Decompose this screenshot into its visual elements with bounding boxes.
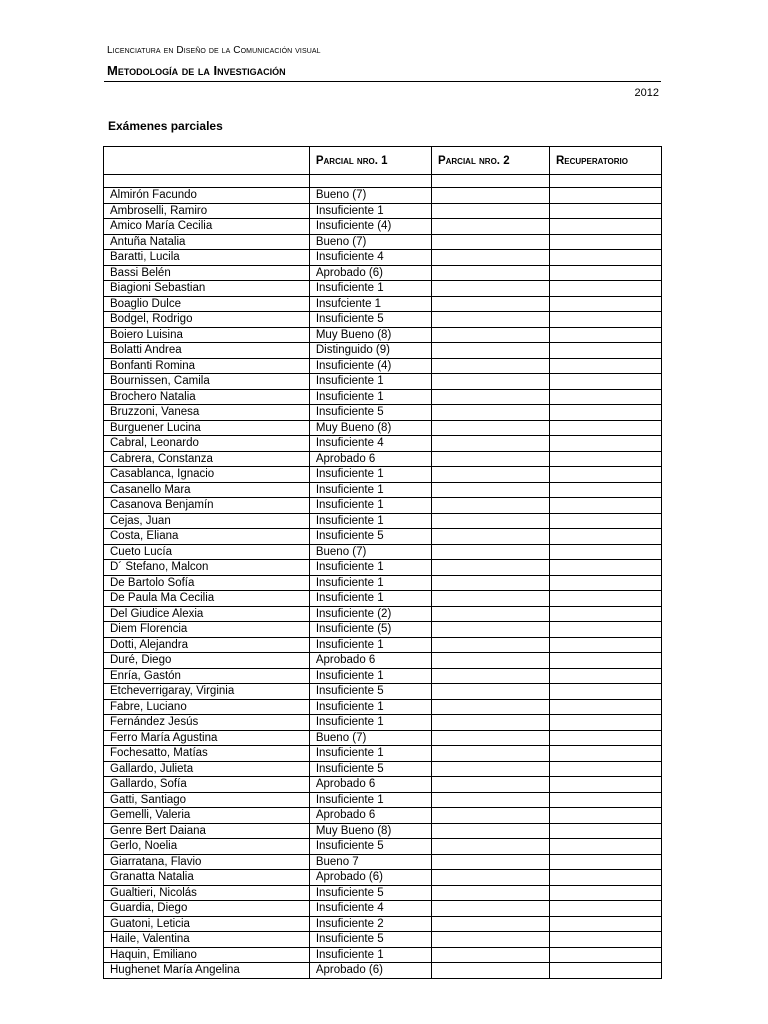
recuperatorio-cell	[549, 327, 661, 343]
table-row	[104, 451, 662, 467]
student-name-cell: Brochero Natalia	[104, 389, 310, 405]
table-row	[104, 436, 662, 452]
student-name-cell: Genre Bert Daiana	[104, 823, 310, 839]
parcial-2-cell	[431, 761, 549, 777]
student-name-cell: Gallardo, Sofía	[104, 777, 310, 793]
parcial-2-cell	[431, 606, 549, 622]
parcial-1-cell: Insuficiente 5	[309, 932, 431, 948]
parcial-2-cell	[431, 467, 549, 483]
table-row	[104, 947, 662, 963]
student-name-cell: De Bartolo Sofía	[104, 575, 310, 591]
table-row	[104, 653, 662, 669]
recuperatorio-cell	[549, 839, 661, 855]
table-row	[104, 932, 662, 948]
parcial-2-cell	[431, 343, 549, 359]
recuperatorio-cell	[549, 854, 661, 870]
recuperatorio-cell	[549, 606, 661, 622]
parcial-1-cell: Aprobado (6)	[309, 265, 431, 281]
recuperatorio-cell	[549, 668, 661, 684]
recuperatorio-cell	[549, 777, 661, 793]
parcial-2-cell	[431, 622, 549, 638]
recuperatorio-cell	[549, 560, 661, 576]
recuperatorio-cell	[549, 947, 661, 963]
table-row	[104, 529, 662, 545]
grades-table-body	[104, 175, 662, 979]
recuperatorio-cell	[549, 436, 661, 452]
student-name-cell: Bournissen, Camila	[104, 374, 310, 390]
recuperatorio-cell	[549, 296, 661, 312]
recuperatorio-cell	[549, 482, 661, 498]
student-name-cell: Casanello Mara	[104, 482, 310, 498]
recuperatorio-cell	[549, 870, 661, 886]
student-name-cell: Gualtieri, Nicolás	[104, 885, 310, 901]
recuperatorio-cell	[549, 250, 661, 266]
recuperatorio-cell	[549, 544, 661, 560]
parcial-1-cell: Insuficiente (2)	[309, 606, 431, 622]
parcial-2-cell	[431, 947, 549, 963]
parcial-2-cell	[431, 823, 549, 839]
parcial-2-cell	[431, 188, 549, 204]
recuperatorio-cell	[549, 622, 661, 638]
parcial-1-cell: Insuficiente 5	[309, 405, 431, 421]
table-header-row	[104, 147, 662, 175]
table-row	[104, 730, 662, 746]
parcial-1-cell: Insuficiente 1	[309, 575, 431, 591]
table-row	[104, 792, 662, 808]
parcial-1-cell: Insuficiente 2	[309, 916, 431, 932]
parcial-1-cell: Insuficiente 1	[309, 513, 431, 529]
header-divider	[104, 81, 661, 82]
table-row	[104, 312, 662, 328]
recuperatorio-cell	[549, 746, 661, 762]
student-name-cell: Giarratana, Flavio	[104, 854, 310, 870]
parcial-2-cell	[431, 746, 549, 762]
student-name-cell: Bonfanti Romina	[104, 358, 310, 374]
recuperatorio-cell	[549, 699, 661, 715]
parcial-1-cell: Insuficiente 5	[309, 529, 431, 545]
student-name-cell: De Paula Ma Cecilia	[104, 591, 310, 607]
student-name-cell: Casablanca, Ignacio	[104, 467, 310, 483]
parcial-2-cell	[431, 575, 549, 591]
student-name-cell: Cabrera, Constanza	[104, 451, 310, 467]
recuperatorio-cell	[549, 575, 661, 591]
parcial-1-cell: Aprobado 6	[309, 808, 431, 824]
recuperatorio-cell	[549, 374, 661, 390]
parcial-1-cell: Aprobado (6)	[309, 870, 431, 886]
student-name-cell: Burguener Lucina	[104, 420, 310, 436]
parcial-2-cell	[431, 451, 549, 467]
student-name-cell: Gemelli, Valeria	[104, 808, 310, 824]
student-name-cell: Fernández Jesús	[104, 715, 310, 731]
table-row	[104, 405, 662, 421]
parcial-2-cell	[431, 560, 549, 576]
parcial-1-cell: Muy Bueno (8)	[309, 327, 431, 343]
recuperatorio-cell	[549, 312, 661, 328]
student-name-cell: Casanova Benjamín	[104, 498, 310, 514]
recuperatorio-cell	[549, 591, 661, 607]
parcial-1-cell: Insuficiente 1	[309, 668, 431, 684]
parcial-1-cell: Insuficiente (4)	[309, 219, 431, 235]
parcial-1-cell: Bueno (7)	[309, 188, 431, 204]
parcial-1-cell: Insuficiente 1	[309, 203, 431, 219]
parcial-2-cell	[431, 420, 549, 436]
parcial-2-cell	[431, 591, 549, 607]
recuperatorio-cell	[549, 358, 661, 374]
student-name-cell: Gallardo, Julieta	[104, 761, 310, 777]
parcial-2-cell	[431, 327, 549, 343]
recuperatorio-cell	[549, 281, 661, 297]
recuperatorio-cell	[549, 265, 661, 281]
student-name-cell: D´ Stefano, Malcon	[104, 560, 310, 576]
table-row	[104, 761, 662, 777]
recuperatorio-cell	[549, 653, 661, 669]
recuperatorio-cell	[549, 901, 661, 917]
table-row	[104, 389, 662, 405]
student-name-cell: Gerlo, Noelia	[104, 839, 310, 855]
recuperatorio-cell	[549, 529, 661, 545]
student-name-cell: Bolatti Andrea	[104, 343, 310, 359]
parcial-2-cell	[431, 358, 549, 374]
table-row	[104, 296, 662, 312]
parcial-2-cell	[431, 296, 549, 312]
parcial-2-cell	[431, 529, 549, 545]
recuperatorio-cell	[549, 389, 661, 405]
table-row	[104, 265, 662, 281]
table-row	[104, 560, 662, 576]
parcial-1-cell: Aprobado (6)	[309, 963, 431, 979]
table-row	[104, 219, 662, 235]
parcial-2-cell	[431, 792, 549, 808]
parcial-1-cell: Insuficiente 1	[309, 560, 431, 576]
parcial-1-cell: Insuficiente 1	[309, 498, 431, 514]
recuperatorio-cell	[549, 637, 661, 653]
parcial-2-cell	[431, 854, 549, 870]
parcial-2-cell	[431, 281, 549, 297]
grades-table	[103, 146, 662, 979]
parcial-2-cell	[431, 808, 549, 824]
parcial-2-cell	[431, 885, 549, 901]
table-row	[104, 699, 662, 715]
table-row	[104, 467, 662, 483]
parcial-1-cell: Insuficiente 1	[309, 792, 431, 808]
recuperatorio-cell	[549, 823, 661, 839]
table-row	[104, 374, 662, 390]
table-row	[104, 358, 662, 374]
recuperatorio-cell	[549, 730, 661, 746]
student-name-cell: Bodgel, Rodrigo	[104, 312, 310, 328]
parcial-1-cell: Insufciente 1	[309, 296, 431, 312]
recuperatorio-cell	[549, 885, 661, 901]
recuperatorio-cell	[549, 808, 661, 824]
table-row	[104, 513, 662, 529]
parcial-2-cell	[431, 637, 549, 653]
recuperatorio-cell	[549, 792, 661, 808]
table-row	[104, 885, 662, 901]
recuperatorio-cell	[549, 498, 661, 514]
parcial-1-cell: Bueno (7)	[309, 544, 431, 560]
recuperatorio-cell	[549, 188, 661, 204]
student-name-cell: Gatti, Santiago	[104, 792, 310, 808]
year-label: 2012	[634, 87, 659, 99]
student-name-cell: Bruzzoni, Vanesa	[104, 405, 310, 421]
table-row	[104, 622, 662, 638]
parcial-2-cell	[431, 498, 549, 514]
student-name-cell: Almirón Facundo	[104, 188, 310, 204]
student-name-cell: Guatoni, Leticia	[104, 916, 310, 932]
parcial-1-cell: Aprobado 6	[309, 777, 431, 793]
table-row	[104, 498, 662, 514]
table-row	[104, 250, 662, 266]
parcial-1-cell: Insuficiente 5	[309, 839, 431, 855]
table-row	[104, 234, 662, 250]
parcial-1-cell: Muy Bueno (8)	[309, 420, 431, 436]
parcial-1-cell: Insuficiente 5	[309, 885, 431, 901]
parcial-1-cell: Insuficiente 1	[309, 699, 431, 715]
recuperatorio-cell	[549, 963, 661, 979]
program-title: Licenciatura en Diseño de la Comunicación visual	[107, 45, 321, 56]
table-row	[104, 327, 662, 343]
column-header-recuperatorio: Recuperatorio	[549, 147, 661, 175]
parcial-2-cell	[431, 234, 549, 250]
student-name-cell: Cabral, Leonardo	[104, 436, 310, 452]
table-row	[104, 854, 662, 870]
table-row	[104, 343, 662, 359]
parcial-2-cell	[431, 699, 549, 715]
student-name-cell: Costa, Eliana	[104, 529, 310, 545]
table-row	[104, 870, 662, 886]
recuperatorio-cell	[549, 203, 661, 219]
parcial-2-cell	[431, 668, 549, 684]
student-name-cell: Antuña Natalia	[104, 234, 310, 250]
parcial-2-cell	[431, 265, 549, 281]
student-name-cell: Fochesatto, Matías	[104, 746, 310, 762]
parcial-2-cell	[431, 544, 549, 560]
table-row	[104, 777, 662, 793]
table-row	[104, 668, 662, 684]
parcial-2-cell	[431, 405, 549, 421]
table-row	[104, 591, 662, 607]
student-name-cell: Diem Florencia	[104, 622, 310, 638]
parcial-2-cell	[431, 839, 549, 855]
column-header-parcial-1: Parcial nro. 1	[309, 147, 431, 175]
parcial-1-cell: Insuficiente 1	[309, 467, 431, 483]
parcial-1-cell: Bueno (7)	[309, 730, 431, 746]
parcial-1-cell: Insuficiente 4	[309, 250, 431, 266]
parcial-2-cell	[431, 684, 549, 700]
parcial-2-cell	[431, 730, 549, 746]
table-row	[104, 281, 662, 297]
student-name-cell: Haile, Valentina	[104, 932, 310, 948]
recuperatorio-cell	[549, 513, 661, 529]
table-row	[104, 963, 662, 979]
student-name-cell: Ambroselli, Ramiro	[104, 203, 310, 219]
student-name-cell: Dotti, Alejandra	[104, 637, 310, 653]
student-name-cell: Boaglio Dulce	[104, 296, 310, 312]
parcial-2-cell	[431, 901, 549, 917]
parcial-1-cell: Bueno 7	[309, 854, 431, 870]
parcial-1-cell: Bueno (7)	[309, 234, 431, 250]
table-row	[104, 839, 662, 855]
parcial-1-cell: Insuficiente 1	[309, 482, 431, 498]
parcial-1-cell: Insuficiente 1	[309, 591, 431, 607]
student-name-cell: Fabre, Luciano	[104, 699, 310, 715]
recuperatorio-cell	[549, 761, 661, 777]
parcial-2-cell	[431, 389, 549, 405]
parcial-1-cell: Insuficiente 1	[309, 715, 431, 731]
parcial-2-cell	[431, 870, 549, 886]
recuperatorio-cell	[549, 932, 661, 948]
student-name-cell: Ferro María Agustina	[104, 730, 310, 746]
student-name-cell: Del Giudice Alexia	[104, 606, 310, 622]
student-name-cell: Cueto Lucía	[104, 544, 310, 560]
table-row	[104, 808, 662, 824]
parcial-2-cell	[431, 374, 549, 390]
recuperatorio-cell	[549, 420, 661, 436]
recuperatorio-cell	[549, 451, 661, 467]
parcial-1-cell: Insuficiente 1	[309, 947, 431, 963]
table-row	[104, 420, 662, 436]
parcial-2-cell	[431, 916, 549, 932]
parcial-1-cell: Insuficiente 5	[309, 761, 431, 777]
student-name-cell: Baratti, Lucila	[104, 250, 310, 266]
student-name-cell: Etcheverrigaray, Virginia	[104, 684, 310, 700]
parcial-2-cell	[431, 653, 549, 669]
parcial-1-cell: Insuficiente 4	[309, 436, 431, 452]
recuperatorio-cell	[549, 684, 661, 700]
recuperatorio-cell	[549, 715, 661, 731]
table-row	[104, 746, 662, 762]
student-name-cell: Cejas, Juan	[104, 513, 310, 529]
parcial-2-cell	[431, 482, 549, 498]
parcial-1-cell: Insuficiente 1	[309, 746, 431, 762]
parcial-1-cell: Insuficiente 1	[309, 637, 431, 653]
parcial-2-cell	[431, 715, 549, 731]
table-row	[104, 482, 662, 498]
recuperatorio-cell	[549, 234, 661, 250]
parcial-2-cell	[431, 219, 549, 235]
parcial-1-cell: Insuficiente (5)	[309, 622, 431, 638]
parcial-1-cell: Insuficiente 5	[309, 684, 431, 700]
student-name-cell: Enría, Gastón	[104, 668, 310, 684]
student-name-cell: Hughenet María Angelina	[104, 963, 310, 979]
section-title: Exámenes parciales	[108, 119, 223, 133]
student-name-cell: Biagioni Sebastian	[104, 281, 310, 297]
recuperatorio-cell	[549, 916, 661, 932]
parcial-2-cell	[431, 250, 549, 266]
table-row	[104, 188, 662, 204]
table-row	[104, 823, 662, 839]
parcial-2-cell	[431, 436, 549, 452]
parcial-1-cell: Insuficiente (4)	[309, 358, 431, 374]
recuperatorio-cell	[549, 405, 661, 421]
parcial-1-cell: Insuficiente 4	[309, 901, 431, 917]
parcial-1-cell: Muy Bueno (8)	[309, 823, 431, 839]
table-row	[104, 575, 662, 591]
student-name-cell: Duré, Diego	[104, 653, 310, 669]
table-row	[104, 901, 662, 917]
student-name-cell: Guardia, Diego	[104, 901, 310, 917]
parcial-2-cell	[431, 513, 549, 529]
parcial-1-cell: Distinguido (9)	[309, 343, 431, 359]
parcial-1-cell: Insuficiente 5	[309, 312, 431, 328]
table-row	[104, 637, 662, 653]
table-row	[104, 684, 662, 700]
student-name-cell: Bassi Belén	[104, 265, 310, 281]
parcial-1-cell: Aprobado 6	[309, 653, 431, 669]
student-name-cell: Haquin, Emiliano	[104, 947, 310, 963]
table-row	[104, 544, 662, 560]
recuperatorio-cell	[549, 343, 661, 359]
column-header-name	[104, 147, 310, 175]
parcial-1-cell: Insuficiente 1	[309, 281, 431, 297]
recuperatorio-cell	[549, 467, 661, 483]
parcial-2-cell	[431, 203, 549, 219]
student-name-cell: Granatta Natalia	[104, 870, 310, 886]
parcial-1-cell: Insuficiente 1	[309, 389, 431, 405]
recuperatorio-cell	[549, 219, 661, 235]
table-row	[104, 606, 662, 622]
student-name-cell: Amico María Cecilia	[104, 219, 310, 235]
student-name-cell: Boiero Luisina	[104, 327, 310, 343]
parcial-1-cell: Aprobado 6	[309, 451, 431, 467]
table-row	[104, 715, 662, 731]
parcial-2-cell	[431, 932, 549, 948]
parcial-1-cell: Insuficiente 1	[309, 374, 431, 390]
table-row	[104, 203, 662, 219]
course-title: Metodología de la Investigación	[107, 63, 286, 78]
table-spacer-row	[104, 175, 662, 188]
column-header-parcial-2: Parcial nro. 2	[431, 147, 549, 175]
parcial-2-cell	[431, 777, 549, 793]
table-row	[104, 916, 662, 932]
parcial-2-cell	[431, 312, 549, 328]
parcial-2-cell	[431, 963, 549, 979]
